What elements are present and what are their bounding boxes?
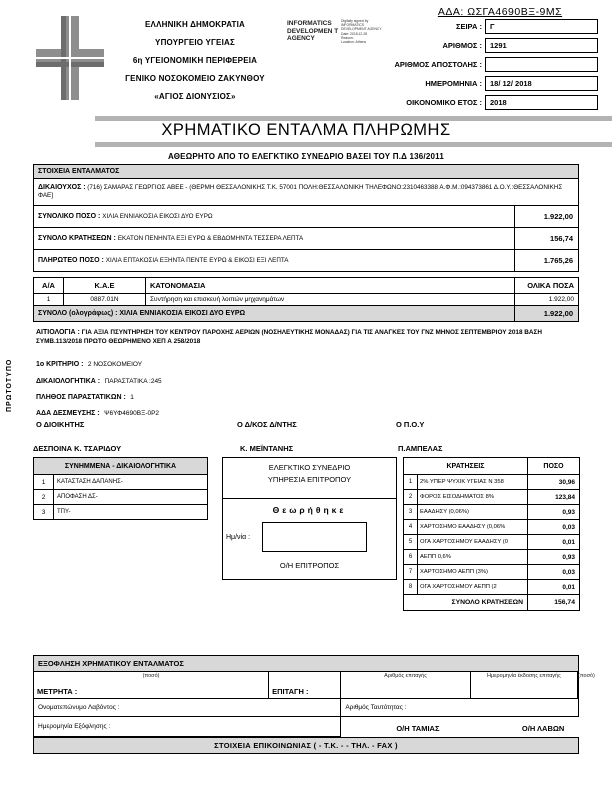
audit-date-box xyxy=(262,522,367,552)
payment-section xyxy=(33,655,595,737)
deductions-table xyxy=(403,457,580,611)
total-amount-value: 1.922,00 xyxy=(515,206,579,228)
field-label-seira: ΣΕΙΡΑ : xyxy=(455,22,482,31)
table-row xyxy=(404,490,580,505)
signature-stamp-agency: INFORMATICS DEVELOPMEN T AGENCY xyxy=(287,20,339,42)
table-row xyxy=(404,535,580,550)
items-header-kae: Κ.Α.Ε xyxy=(64,278,146,294)
field-label-imerominia: ΗΜΕΡΟΜΗΝΙΑ : xyxy=(425,79,482,88)
stamp-line: INFORMATICS xyxy=(341,23,365,28)
attachment-text: ΚΑΤΑΣΤΑΣΗ ΔΑΠΑΝΗΣ- xyxy=(54,475,208,490)
deduction-num: 1 xyxy=(404,475,418,490)
items-header-name: ΚΑΤΟΝΟΜΑΣΙΑ xyxy=(146,278,515,294)
deduction-name: ΕΑΑΔΗΣΥ (0,06%) xyxy=(418,505,528,520)
deduction-amount: 30,96 xyxy=(528,475,580,490)
stamp-line: Date: 2018.12.28 xyxy=(341,31,368,36)
dikaiologitika-value: ΠΑΡΑΣΤΑΤΙΚΑ :245 xyxy=(104,378,162,385)
beneficiary-text: (716) ΣΑΜΑΡΑΣ ΓΕΩΡΓΙΟΣ ΑΒΕΕ - (ΘΕΡΜΗ ΘΕΣΣΑΛΟΝΙΚΗΣ Τ.Κ. 57001 ΠΟΛΗ:ΘΕΣΣΑΛΟΝΙΚΗ ΤΗΛΕΦΩΝΟ:2310463388 Α.Φ.Μ.:094373861 Δ.Ο.Υ.:ΘΕΣΣΑΛΟΝΙΚΗΣ ΦΑΕ] xyxy=(38,183,563,199)
org-hospital-name: «ΑΓΙΟΣ ΔΙΟΝΥΣΙΟΣ» xyxy=(154,92,236,101)
plithos-label: ΠΛΗΘΟΣ ΠΑΡΑΣΤΑΤΙΚΩΝ : xyxy=(36,394,126,401)
cash-label: ΜΕΤΡΗΤΑ : xyxy=(37,687,78,696)
audit-court-line2: ΥΠΗΡΕΣΙΑ ΕΠΙΤΡΟΠΟΥ xyxy=(267,475,352,484)
org-ministry: ΥΠΟΥΡΓΕΙΟ ΥΓΕΙΑΣ xyxy=(155,38,235,47)
cheque-date-hint: Ημερομηνία έκδοσης επιταγής xyxy=(486,673,561,679)
table-row xyxy=(404,580,580,595)
table-row xyxy=(404,550,580,565)
ada-desmeysis-value: Ψ6ΥΦ4690ΒΞ-0Ρ2 xyxy=(104,410,160,417)
copy-type-vertical-label: ΠΡΩΤΟΤΥΠΟ xyxy=(6,358,13,412)
deductions-header-amount: ΠΟΣΟ xyxy=(528,458,580,475)
table-row xyxy=(34,294,579,306)
attachment-text: ΑΠΟΦΑΣΗ ΔΣ- xyxy=(54,490,208,505)
payable-amount-value: 1.765,26 xyxy=(515,250,579,272)
cheque-label-cell xyxy=(269,672,341,699)
deduction-amount: 0,01 xyxy=(528,535,580,550)
items-total-amount: 1.922,00 xyxy=(515,306,579,322)
ada-code: ΑΔΑ: ΩΣΓΑ4690ΒΞ-9ΜΣ xyxy=(437,6,563,18)
list-item xyxy=(34,475,208,490)
deductions-amount-value: 156,74 xyxy=(515,228,579,250)
payable-amount-words: ΧΙΛΙΑ ΕΠΤΑΚΟΣΙΑ ΕΞΗΝΤΑ ΠΕΝΤΕ ΕΥΡΩ & ΕΙΚΟΣΙ ΕΞΙ ΛΕΠΤΑ xyxy=(105,257,289,264)
stamp-line: Location: Athens xyxy=(341,40,367,45)
field-label-apostolis: ΑΡΙΘΜΟΣ ΑΠΟΣΤΟΛΗΣ : xyxy=(394,60,482,69)
deduction-amount: 123,84 xyxy=(528,490,580,505)
audit-divider xyxy=(222,498,397,499)
total-amount-words: ΧΙΛΙΑ ΕΝΝΙΑΚΟΣΙΑ ΕΙΚΟΣΙ ΔΥΟ ΕΥΡΩ xyxy=(102,213,213,220)
details-section-title: ΣΤΟΙΧΕΙΑ ΕΝΤΑΛΜΑΤΟΣ xyxy=(34,165,579,179)
deduction-amount: 0,03 xyxy=(528,520,580,535)
field-value-imerominia: 18/ 12/ 2018 xyxy=(485,76,598,91)
recipient-name-label: Ονοματεπώνυμο Λαβόντος : xyxy=(34,699,341,717)
field-value-etos: 2018 xyxy=(485,95,598,110)
field-label-arithmos: ΑΡΙΘΜΟΣ : xyxy=(442,41,482,50)
stamp-line: Reason: xyxy=(341,35,354,40)
deductions-amount-row xyxy=(34,228,515,250)
deduction-num: 4 xyxy=(404,520,418,535)
signatory-title-poy: Ο Π.Ο.Υ xyxy=(396,420,425,429)
field-value-apostolis xyxy=(485,57,598,72)
attachment-num: 1 xyxy=(34,475,54,490)
criterion-line xyxy=(36,353,142,371)
signatory-name-3: Π.ΑΜΠΕΛΑΣ xyxy=(398,444,443,453)
deductions-header-name: ΚΡΑΤΗΣΕΙΣ xyxy=(404,458,528,475)
ada-desmeysis-line xyxy=(36,402,159,420)
hospital-cross-icon xyxy=(36,16,104,105)
total-amount-row xyxy=(34,206,515,228)
items-table xyxy=(33,277,579,322)
cheque-number-hint: Αριθμός επιταγής xyxy=(384,673,427,679)
cash-amount-hint: (ποσό) xyxy=(142,673,160,679)
payment-signatures xyxy=(341,717,579,737)
ada-desmeysis-label: ΑΔΑ ΔΕΣΜΕΥΣΗΣ : xyxy=(36,410,100,417)
deduction-num: 7 xyxy=(404,565,418,580)
beneficiary-label: ΔΙΚΑΙΟΥΧΟΣ : xyxy=(38,183,86,191)
deduction-amount: 0,01 xyxy=(528,580,580,595)
attachment-num: 3 xyxy=(34,505,54,520)
stamp-line: Digitally signed by xyxy=(341,19,369,23)
table-row xyxy=(404,520,580,535)
items-header-amount: ΟΛΙΚΑ ΠΟΣΑ xyxy=(515,278,579,294)
attachments-title: ΣΥΝΗΜΜΕΝΑ - ΔΙΚΑΙΟΛΟΓΗΤΙΚΑ xyxy=(34,458,208,475)
field-value-arithmos: 1291 xyxy=(485,38,598,53)
dikaiologitika-label: ΔΙΚΑΙΟΛΟΓΗΤΙΚΑ : xyxy=(36,378,101,385)
deduction-num: 8 xyxy=(404,580,418,595)
cheque-amount-cell: (ποσό) xyxy=(578,672,579,699)
attachment-text: ΤΠΥ- xyxy=(54,505,208,520)
criterion-value: 2 ΝΟΣΟΚΟΜΕΙΟΥ xyxy=(87,361,143,368)
deduction-name: ΑΕΠΠ 0,6% xyxy=(418,550,528,565)
deduction-amount: 0,93 xyxy=(528,550,580,565)
audit-commissioner-label: Ο/Η ΕΠΙΤΡΟΠΟΣ xyxy=(279,561,340,570)
deduction-num: 3 xyxy=(404,505,418,520)
deductions-amount-label: ΣΥΝΟΛΟ ΚΡΑΤΗΣΕΩΝ : xyxy=(38,235,116,242)
deductions-total-amount: 156,74 xyxy=(528,595,580,611)
attachments-table xyxy=(33,457,208,520)
cheque-label: ΕΠΙΤΑΓΗ : xyxy=(272,687,309,696)
table-row xyxy=(404,565,580,580)
justification-label: ΑΙΤΙΟΛΟΓΙΑ : xyxy=(36,329,80,336)
deduction-name: ΧΑΡΤΟΣΗΜΟ ΑΕΠΠ (3%) xyxy=(418,565,528,580)
audit-court-line1: ΕΛΕΓΚΤΙΚΟ ΣΥΝΕΔΡΙΟ xyxy=(268,463,351,472)
deduction-num: 2 xyxy=(404,490,418,505)
deduction-name: ΟΓΑ ΧΑΡΤΟΣΗΜΟΥ ΕΑΑΔΗΣΥ (0 xyxy=(418,535,528,550)
deduction-num: 5 xyxy=(404,535,418,550)
payment-section-title: ΕΞΟΦΛΗΣΗ ΧΡΗΜΑΤΙΚΟΥ ΕΝΤΑΛΜΑΤΟΣ xyxy=(34,656,579,672)
plithos-value: 1 xyxy=(130,394,134,401)
payable-amount-label: ΠΛΗΡΩΤΕΟ ΠΟΣΟ : xyxy=(38,257,104,264)
cheque-date-cell xyxy=(470,672,577,699)
field-value-seira: Γ xyxy=(485,19,598,34)
page-subtitle: ΑΘΕΩΡΗΤΟ ΑΠΟ ΤΟ ΕΛΕΓΚΤΙΚΟ ΣΥΝΕΔΡΙΟ ΒΑΣΕΙ ΤΟΥ Π.Δ 136/2011 xyxy=(167,152,445,161)
items-total-label: ΣΥΝΟΛΟ (ολογράφως) : ΧΙΛΙΑ ΕΝΝΙΑΚΟΣΙΑ ΕΙΚΟΣΙ ΔΥΟ ΕΥΡΩ xyxy=(34,306,515,322)
deduction-amount: 0,93 xyxy=(528,505,580,520)
org-republic: ΕΛΛΗΝΙΚΗ ΔΗΜΟΚΡΑΤΙΑ xyxy=(145,20,245,29)
justification xyxy=(36,328,578,346)
field-label-etos: ΟΙΚΟΝΟΜΙΚΟ ΕΤΟΣ : xyxy=(406,98,482,107)
deduction-name: ΟΓΑ ΧΑΡΤΟΣΗΜΟΥ ΑΕΠΠ (2 xyxy=(418,580,528,595)
criterion-label: 1ο ΚΡΙΤΗΡΙΟ : xyxy=(36,361,84,368)
deduction-amount: 0,03 xyxy=(528,565,580,580)
items-header-aa: Α/Α xyxy=(34,278,64,294)
payoff-date-label: Ημερομηνία Εξόφλησης : xyxy=(34,717,341,737)
org-region: 6η ΥΓΕΙΟΝΟΜΙΚΗ ΠΕΡΙΦΕΡΕΙΑ xyxy=(132,56,258,65)
details-table xyxy=(33,164,579,272)
stamp-line: DEVELOPMENT AGENCY xyxy=(341,27,382,32)
deductions-amount-words: ΕΚΑΤΟΝ ΠΕΝΗΝΤΑ ΕΞΙ ΕΥΡΩ & ΕΒΔΟΜΗΝΤΑ ΤΕΣΣΕΡΑ ΛΕΠΤΑ xyxy=(117,235,304,242)
org-hospital: ΓΕΝΙΚΟ ΝΟΣΟΚΟΜΕΙΟ ΖΑΚΥΝΘΟΥ xyxy=(125,74,265,83)
audit-approved-label: Θεωρήθηκε xyxy=(272,505,347,515)
table-row xyxy=(404,505,580,520)
item-aa: 1 xyxy=(34,294,64,306)
cash-cell xyxy=(34,672,269,699)
deduction-num: 6 xyxy=(404,550,418,565)
signatory-title-director: Ο Δ/ΚΟΣ Δ/ΝΤΗΣ xyxy=(237,420,297,429)
page-title: ΧΡΗΜΑΤΙΚΟ ΕΝΤΑΛΜΑ ΠΛΗΡΩΜΗΣ xyxy=(161,121,451,139)
audit-date-label: Ημ/νία : xyxy=(226,534,251,541)
cashier-label: Ο/Η ΤΑΜΙΑΣ xyxy=(396,723,440,733)
deductions-total-label: ΣΥΝΟΛΟ ΚΡΑΤΗΣΕΩΝ xyxy=(404,595,528,611)
table-row xyxy=(404,475,580,490)
signatory-title-commander: Ο ΔΙΟΙΚΗΤΗΣ xyxy=(36,420,85,429)
list-item xyxy=(34,490,208,505)
beneficiary-row xyxy=(34,179,579,206)
attachment-num: 2 xyxy=(34,490,54,505)
contact-info-bar: ΣΤΟΙΧΕΙΑ ΕΠΙΚΟΙΝΩΝΙΑΣ ( - Τ.Κ. - - ΤΗΛ. - FAX ) xyxy=(33,737,579,754)
deduction-name: ΦΟΡΟΣ ΕΙΣΟΔΗΜΑΤΟΣ 8% xyxy=(418,490,528,505)
justification-text: ΓΙΑ ΑΞΙΑ ΠΣΥΝΤΗΡΗΣΗ ΤΟΥ ΚΕΝΤΡΟΥ ΠΑΡΟΧΗΣ ΑΕΡΙΩΝ (ΝΟΣΗΛΕΥΤΙΚΗΣ ΜΟΝΑΔΑΣ) ΓΙΑ ΤΙΣ ΑΝΑΓΚΕΣ ΤΟΥ ΓΝΖ ΜΗΝΟΣ ΣΕΠΤΕΜΒΡΙΟΥ 2018 ΒΑΣΗ ΣΥΜΒ.113/2018 ΠΡΩΤΟ ΘΕΩΡΗΜΕΝΟ ΧΕΠ Α 258/2018 xyxy=(36,329,542,345)
deduction-name: ΧΑΡΤΟΣΗΜΟ ΕΑΑΔΗΣΥ (0,06% xyxy=(418,520,528,535)
id-number-label: Αριθμός Ταυτότητας : xyxy=(341,699,579,717)
receiver-label: Ο/Η ΛΑΒΩΝ xyxy=(521,723,565,733)
payable-amount-row xyxy=(34,250,515,272)
deduction-name: 2% ΥΠΕΡ ΨΥΧΙΚ ΥΓΕΙΑΣ Ν 358 xyxy=(418,475,528,490)
signatory-name-2: Κ. ΜΕΪΝΤΑΝΗΣ xyxy=(240,444,294,453)
list-item xyxy=(34,505,208,520)
title-separator-bottom xyxy=(95,142,612,147)
total-amount-label: ΣΥΝΟΛΙΚΟ ΠΟΣΟ : xyxy=(38,213,101,220)
cheque-number-cell xyxy=(341,672,470,699)
signatory-name-1: ΔΕΣΠΟΙΝΑ Κ. ΤΣΑΡΙΔΟΥ xyxy=(33,444,122,453)
item-amount: 1.922,00 xyxy=(515,294,579,306)
item-kae: 0887.01Ν xyxy=(64,294,146,306)
item-name: Συντήρηση και επισκευή λοιπών μηχανημάτων xyxy=(146,294,515,306)
